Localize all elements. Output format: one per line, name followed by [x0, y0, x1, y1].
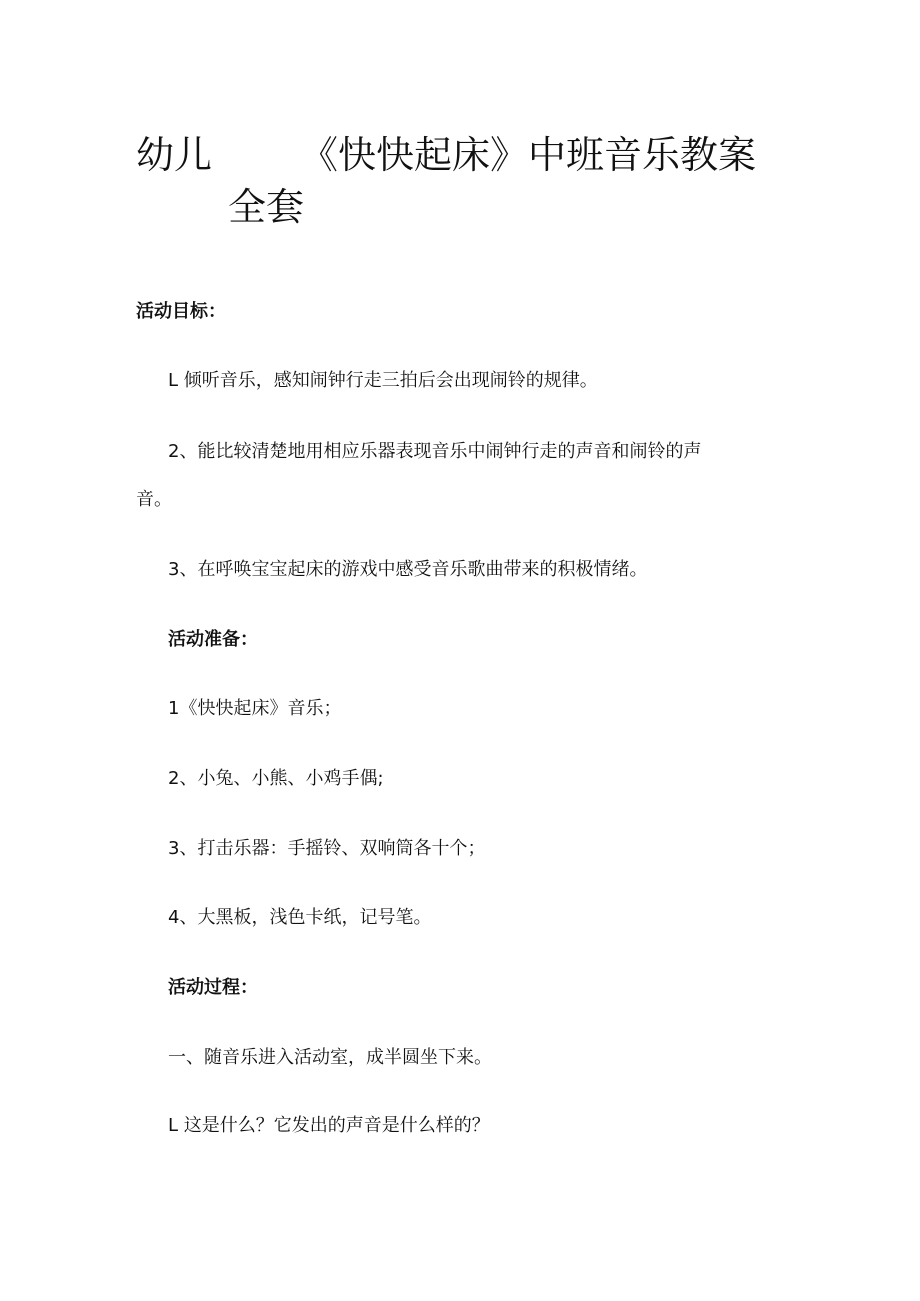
preparation-item-4: 4、大黑板，浅色卡纸，记号笔。	[168, 907, 432, 928]
preparation-item-1: 1《快快起床》音乐；	[168, 698, 342, 719]
preparation-heading: 活动准备：	[168, 629, 258, 650]
goal-item-1: L 倾听音乐，感知闹钟行走三拍后会出现闹铃的规律。	[168, 370, 598, 391]
preparation-item-2: 2、小兔、小熊、小鸡手偶;	[168, 768, 384, 789]
title-part-1: 幼儿	[136, 133, 213, 177]
goals-heading: 活动目标：	[136, 301, 226, 322]
title-part-3: 全套	[228, 185, 305, 229]
goal-item-3: 3、在呼唤宝宝起床的游戏中感受音乐歌曲带来的积极情绪。	[168, 559, 648, 580]
title-part-2: 《快快起床》中班音乐教案	[300, 133, 757, 177]
goal-item-2-continued: 音。	[136, 489, 172, 510]
preparation-item-3: 3、打击乐器：手摇铃、双响筒各十个；	[168, 838, 486, 859]
goal-item-2: 2、能比较清楚地用相应乐器表现音乐中闹钟行走的声音和闹铃的声	[168, 441, 702, 462]
process-heading: 活动过程：	[168, 977, 258, 998]
process-item-2: L 这是什么？它发出的声音是什么样的？	[168, 1115, 490, 1136]
process-item-1: 一、随音乐进入活动室，成半圆坐下来。	[168, 1047, 492, 1068]
